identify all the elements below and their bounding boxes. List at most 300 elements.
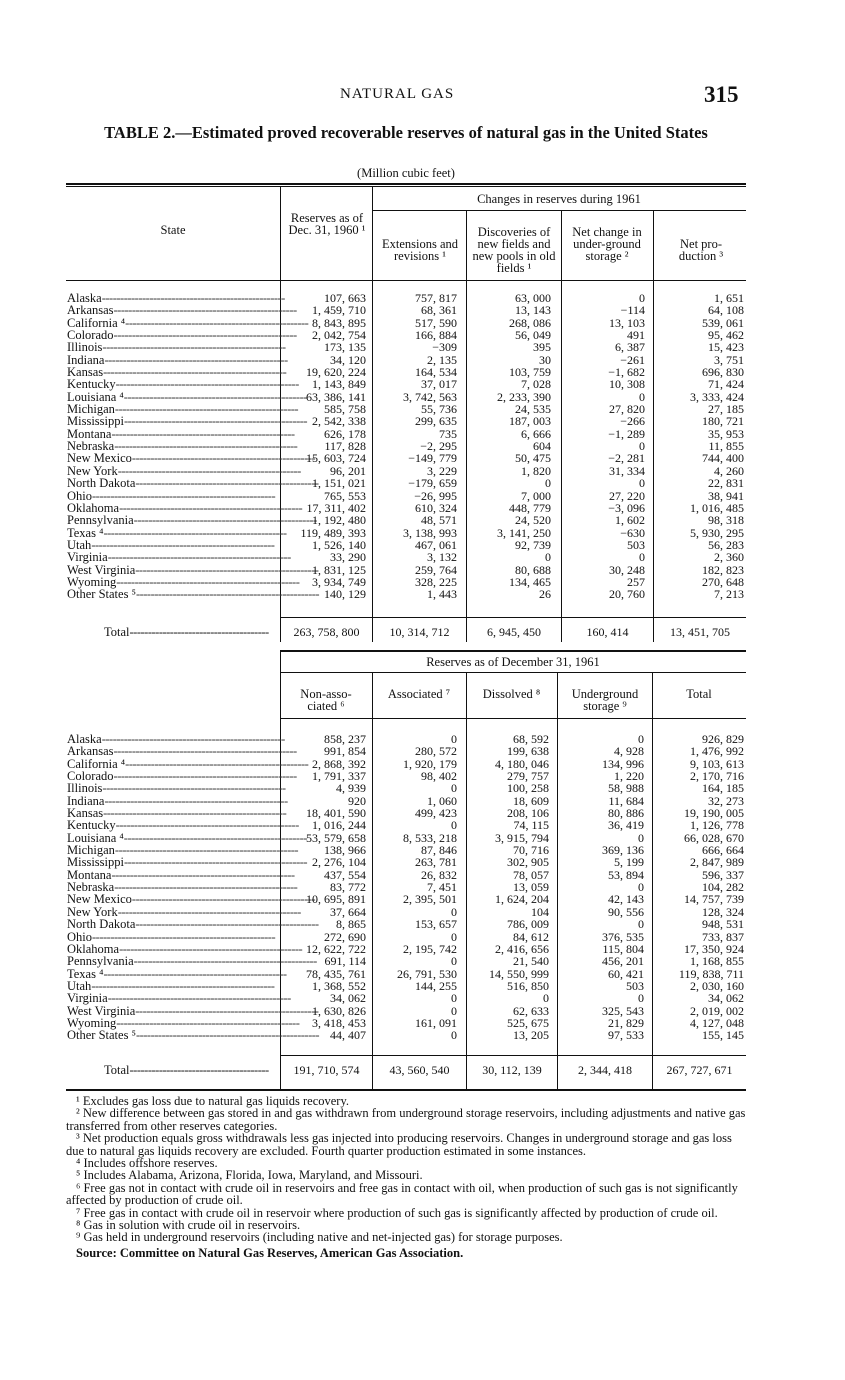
leader-dots: -------------------------------------------------- [102, 781, 286, 796]
table-cell: 920 [348, 793, 366, 808]
table-title: TABLE 2.—Estimated proved recoverable reserves of natural gas in the United States [104, 123, 708, 142]
col-divider [561, 210, 562, 642]
table-cell: 58, 988 [608, 781, 644, 796]
part2-group-rule [280, 672, 746, 673]
leader-dots: -------------------------------------------------- [116, 1015, 300, 1030]
table-cell: 744, 400 [702, 451, 744, 466]
dissolved-column [469, 733, 549, 1042]
table-cell: 1, 526, 140 [312, 537, 366, 552]
table-cell: 1, 151, 021 [312, 476, 366, 491]
table-cell: 499, 423 [415, 806, 457, 821]
table-cell: 456, 201 [602, 954, 644, 969]
state-label: New York [67, 904, 118, 919]
table-cell: 0 [545, 550, 551, 565]
state-label: Colorado [67, 769, 114, 784]
table-cell: 80, 688 [515, 562, 551, 577]
leader-dots: -------------------------------------------------- [91, 537, 275, 552]
table-cell: 4, 939 [336, 781, 366, 796]
part2-header-rule [280, 718, 746, 719]
leader-dots: -------------------------------------------------- [114, 439, 298, 454]
table-cell: 735 [439, 426, 457, 441]
table-cell: 74, 115 [513, 818, 549, 833]
underground-storage-column [560, 733, 644, 1042]
table-cell: 70, 716 [513, 843, 549, 858]
table-cell: 22, 831 [708, 476, 744, 491]
table-cell: 0 [451, 732, 457, 746]
leader-dots: -------------------------------------------------- [113, 769, 297, 784]
leader-dots: -------------------------------------------------- [135, 917, 319, 932]
leader-dots: -------------------------------------------------- [125, 756, 309, 771]
table-cell: 2, 416, 656 [495, 941, 549, 956]
state-label: Nebraska [67, 439, 115, 454]
state-list [67, 732, 320, 1043]
table-cell: 8, 865 [336, 917, 366, 932]
table-cell: 3, 751 [714, 352, 744, 367]
top-rule [66, 183, 746, 185]
table-cell: 155, 145 [702, 1028, 744, 1043]
col-divider [557, 673, 558, 1089]
table-cell: 107, 663 [324, 291, 366, 305]
leader-dots: -------------------------------------------------- [133, 954, 317, 969]
table-cell: 173, 135 [324, 340, 366, 355]
total-discoveries: 6, 945, 450 [487, 625, 541, 639]
table-cell: 1, 016, 485 [690, 500, 744, 515]
total-reserves-1961: 267, 727, 671 [666, 1063, 733, 1077]
table-cell: 66, 028, 670 [684, 830, 744, 845]
table-cell: 691, 114 [324, 954, 366, 969]
part2-top-rule [280, 650, 746, 652]
state-list [67, 291, 320, 602]
state-label: West Virginia [67, 1003, 136, 1018]
table-cell: 610, 324 [415, 500, 457, 515]
table-cell: 62, 633 [513, 1003, 549, 1018]
table-cell: 208, 106 [507, 806, 549, 821]
table-cell: −179, 659 [408, 476, 457, 491]
table-cell: 19, 620, 224 [306, 365, 366, 380]
table-cell: 17, 311, 402 [306, 500, 366, 515]
table-cell: 8, 533, 218 [403, 830, 457, 845]
table-cell: 948, 531 [702, 917, 744, 932]
table-cell: 44, 407 [330, 1028, 366, 1043]
table-cell: 50, 475 [515, 451, 551, 466]
table-cell: 448, 779 [509, 500, 551, 515]
table-cell: 21, 829 [608, 1015, 644, 1030]
col-header-reserves: Reserves as of Dec. 31, 1960 ¹ [288, 211, 366, 237]
state-label: Indiana [67, 793, 105, 808]
leader-dots: -------------------------------------------------- [102, 340, 286, 355]
col-header-total: Total [686, 687, 712, 701]
table-cell: 18, 401, 590 [306, 806, 366, 821]
leader-dots: -------------------------------------------------- [133, 513, 317, 528]
state-label: Texas ⁴ [67, 966, 104, 981]
leader-dots: -------------------------------------------------- [114, 880, 298, 895]
table-cell: 68, 592 [513, 732, 549, 746]
state-label: Illinois [67, 340, 103, 355]
table-cell: 437, 554 [324, 867, 366, 882]
leader-dots: -------------------------------------------------- [107, 550, 291, 565]
table-cell: 0 [451, 1028, 457, 1043]
leader-dots: -------------------------------------------------- [135, 587, 320, 602]
state-name [67, 1028, 320, 1043]
state-label: Montana [67, 867, 112, 882]
state-label: Kansas [67, 806, 104, 821]
table-cell: 1, 602 [615, 513, 645, 528]
table-cell: 140, 129 [324, 587, 366, 602]
table-cell: 98, 402 [421, 769, 457, 784]
table-cell: 20, 760 [609, 587, 645, 602]
table-cell: 257 [627, 574, 645, 589]
table-cell: 71, 424 [708, 377, 744, 392]
leader-dots: -------------------------------------------------- [135, 1003, 319, 1018]
table-cell: 3, 138, 993 [403, 525, 457, 540]
table-cell: 187, 003 [509, 414, 551, 429]
table-cell: 78, 435, 761 [306, 966, 366, 981]
table-cell: 765, 553 [324, 488, 366, 503]
col-header-underground-storage: Underground storage ⁹ [571, 687, 639, 713]
table-cell: −26, 995 [414, 488, 457, 503]
table-cell: 30, 248 [609, 562, 645, 577]
table-cell: 0 [451, 954, 457, 969]
table-cell: 53, 894 [608, 867, 644, 882]
state-label: Alaska [67, 732, 102, 746]
table-cell: 3, 132 [427, 550, 457, 565]
total-rule [280, 617, 746, 618]
leader-dots: -------------------------------------------------- [111, 867, 295, 882]
table-cell: 2, 030, 160 [690, 978, 744, 993]
table-cell: 757, 817 [415, 291, 457, 305]
table-cell: 13, 103 [609, 315, 645, 330]
table-cell: −2, 281 [608, 451, 645, 466]
table-cell: 24, 520 [515, 513, 551, 528]
table-cell: 0 [639, 550, 645, 565]
state-label: Arkansas [67, 744, 114, 759]
state-label: Oklahoma [67, 500, 120, 515]
table-cell: 369, 136 [602, 843, 644, 858]
table-cell: 0 [639, 439, 645, 454]
table-cell: 11, 684 [608, 793, 644, 808]
state-label: Kansas [67, 365, 104, 380]
leader-dots: -------------------------------------------------- [103, 365, 287, 380]
leader-dots: -------------------------------------------------- [104, 793, 288, 808]
table-cell: 19, 190, 005 [684, 806, 744, 821]
table-cell: 80, 886 [608, 806, 644, 821]
bottom-rule [66, 1089, 746, 1091]
table-cell: 1, 630, 826 [312, 1003, 366, 1018]
table-cell: 31, 334 [609, 463, 645, 478]
table-cell: 786, 009 [507, 917, 549, 932]
table-cell: 144, 255 [415, 978, 457, 993]
table-cell: 56, 049 [515, 328, 551, 343]
table-cell: 1, 476, 992 [690, 744, 744, 759]
reserves-column [283, 292, 366, 601]
table-cell: 1, 368, 552 [312, 978, 366, 993]
table-cell: 2, 360 [714, 550, 744, 565]
total-net-production: 13, 451, 705 [670, 625, 730, 639]
col-header-associated: Associated ⁷ [387, 687, 451, 701]
table-cell: 2, 170, 716 [690, 769, 744, 784]
leader-dots: -------------------------------------------------- [125, 315, 309, 330]
total-label: Total-------------------------------------- [104, 1063, 269, 1077]
table-cell: 2, 135 [427, 352, 457, 367]
state-label: Louisiana ⁴ [67, 830, 124, 845]
col-divider [372, 186, 373, 642]
table-cell: 199, 638 [507, 744, 549, 759]
table-cell: 263, 781 [415, 855, 457, 870]
state-label: Louisiana ⁴ [67, 389, 124, 404]
state-label: Ohio [67, 929, 92, 944]
leader-dots: -------------------------------------------------- [103, 806, 287, 821]
table-cell: 13, 143 [515, 303, 551, 318]
col-divider [466, 673, 467, 1089]
table-cell: 26, 791, 530 [397, 966, 457, 981]
table-cell: 48, 571 [421, 513, 457, 528]
state-label: Oklahoma [67, 941, 120, 956]
table-cell: −1, 289 [608, 426, 645, 441]
table-cell: 1, 016, 244 [312, 818, 366, 833]
leader-dots: -------------------------------------------------- [103, 966, 287, 981]
table-cell: 38, 941 [708, 488, 744, 503]
leader-dots: -------------------------------------------------- [119, 500, 303, 515]
table-cell: 1, 126, 778 [690, 818, 744, 833]
state-label: North Dakota [67, 476, 136, 491]
footnote: ² New difference between gas stored in and gas withdrawn from underground storage reservoirs, including adjustments and native gas transferred from other reserves categories. [66, 1106, 746, 1133]
table-cell: 0 [638, 830, 644, 845]
table-cell: 87, 846 [421, 843, 457, 858]
table-cell: 259, 764 [415, 562, 457, 577]
col-header-extensions: Extensions and revisions ¹ [381, 237, 459, 263]
leader-dots: -------------------------------------------------- [123, 855, 308, 870]
table-cell: 1, 920, 179 [403, 756, 457, 771]
table-cell: 0 [451, 929, 457, 944]
table-cell: 26 [539, 587, 551, 602]
state-label: Texas ⁴ [67, 525, 104, 540]
net-production-column [656, 292, 744, 601]
col-divider [466, 210, 467, 642]
table-cell: 2, 019, 002 [690, 1003, 744, 1018]
table-cell: 0 [639, 476, 645, 491]
col-divider [372, 673, 373, 1089]
table-cell: 18, 609 [513, 793, 549, 808]
leader-dots: -------------------------------------------------- [113, 303, 297, 318]
table-cell: 0 [543, 991, 549, 1006]
table-cell: 9, 103, 613 [690, 756, 744, 771]
state-label: Pennsylvania [67, 954, 134, 969]
state-label: Michigan [67, 843, 115, 858]
table-cell: 37, 017 [421, 377, 457, 392]
table-cell: 1, 060 [427, 793, 457, 808]
group-rule [372, 210, 746, 211]
table-cell: 30 [539, 352, 551, 367]
footnotes [66, 1095, 746, 1259]
col-header-dissolved: Dissolved ⁸ [482, 687, 541, 701]
table-cell: 138, 966 [324, 843, 366, 858]
table-cell: 467, 061 [415, 537, 457, 552]
table-cell: 376, 535 [602, 929, 644, 944]
leader-dots: -------------------------------------------------- [114, 843, 299, 858]
state-label: Arkansas [67, 303, 114, 318]
leader-dots: -------------------------------------------------- [117, 463, 301, 478]
table-subtitle: (Million cubic feet) [357, 166, 455, 180]
col-header-discoveries: Discoveries of new fields and new pools in old fields ¹ [472, 225, 556, 275]
table-cell: 180, 721 [702, 414, 744, 429]
table-cell: 104 [531, 904, 549, 919]
state-label: New Mexico [67, 451, 132, 466]
table-cell: 272, 690 [324, 929, 366, 944]
state-label: Mississippi [67, 414, 124, 429]
col-divider [652, 673, 653, 1089]
state-label: Virginia [67, 991, 108, 1006]
table-cell: 0 [451, 991, 457, 1006]
table-cell: 27, 820 [609, 402, 645, 417]
total-non-associated: 191, 710, 574 [293, 1063, 360, 1077]
table-cell: 134, 465 [509, 574, 551, 589]
table-cell: 4, 928 [614, 744, 644, 759]
table-cell: 3, 915, 794 [495, 830, 549, 845]
table-cell: 1, 624, 204 [495, 892, 549, 907]
state-label: Other States ⁵ [67, 587, 136, 602]
footnote: ⁸ Gas in solution with crude oil in reservoirs. [76, 1218, 301, 1233]
leader-dots: -------------------------------------------------- [92, 929, 276, 944]
state-header: State [160, 223, 186, 237]
table-cell: 27, 185 [708, 402, 744, 417]
table-cell: 95, 462 [708, 328, 744, 343]
table-cell: 3, 418, 453 [312, 1015, 366, 1030]
table-cell: −3, 096 [608, 500, 645, 515]
total-net-change: 160, 414 [586, 625, 629, 639]
state-label: Pennsylvania [67, 513, 134, 528]
table-cell: −261 [620, 352, 645, 367]
leader-dots: -------------------------------------------------- [115, 377, 299, 392]
table-cell: 0 [545, 476, 551, 491]
table-cell: 0 [451, 781, 457, 796]
state-label: Utah [67, 537, 92, 552]
table-cell: 2, 868, 392 [312, 756, 366, 771]
table-cell: 115, 804 [602, 941, 644, 956]
state-label: Wyoming [67, 574, 117, 589]
table-cell: 2, 276, 104 [312, 855, 366, 870]
net-change-column [564, 292, 645, 601]
associated-column [375, 733, 457, 1042]
col-header-non-associated: Non-asso-ciated ⁶ [300, 687, 352, 713]
table-cell: 7, 451 [427, 880, 457, 895]
footnote: ³ Net production equals gross withdrawals less gas injected into producing reservoirs. Changes in underground storage and gas loss due to natural gas liquids recovery are excluded. Fourth quarter production estimated in some instances. [66, 1131, 732, 1158]
table-cell: −630 [620, 525, 645, 540]
table-cell: 0 [638, 991, 644, 1006]
table-cell: 119, 489, 393 [300, 525, 366, 540]
table-cell: 60, 421 [608, 966, 644, 981]
leader-dots: -------------------------------------------------- [113, 328, 297, 343]
table-cell: 68, 361 [421, 303, 457, 318]
table-cell: 516, 850 [507, 978, 549, 993]
leader-dots: -------------------------------------------------- [119, 941, 303, 956]
table-cell: 1, 820 [521, 463, 551, 478]
leader-dots: -------------------------------------------------- [91, 978, 275, 993]
table-cell: 539, 061 [702, 315, 744, 330]
table-cell: −2, 295 [420, 439, 457, 454]
table-cell: 858, 237 [324, 732, 366, 746]
table-cell: 1, 443 [427, 587, 457, 602]
table-cell: 280, 572 [415, 744, 457, 759]
table-cell: 4, 180, 046 [495, 756, 549, 771]
table-cell: 3, 742, 563 [403, 389, 457, 404]
table-cell: 3, 934, 749 [312, 574, 366, 589]
total-extensions: 10, 314, 712 [389, 625, 450, 639]
table-cell: 34, 062 [708, 991, 744, 1006]
table-cell: 26, 832 [421, 867, 457, 882]
table-cell: 53, 579, 658 [306, 830, 366, 845]
state-label: New Mexico [67, 892, 132, 907]
state-label: Other States ⁵ [67, 1028, 136, 1043]
table-cell: 604 [533, 439, 551, 454]
table-cell: 55, 736 [421, 402, 457, 417]
table-cell: 63, 386, 141 [306, 389, 366, 404]
table-cell: 14, 757, 739 [684, 892, 744, 907]
table-cell: 1, 168, 855 [690, 954, 744, 969]
leader-dots: -------------------------------------------------- [117, 904, 301, 919]
running-head [0, 84, 845, 108]
leader-dots: -------------------------------------------------- [103, 525, 287, 540]
leader-dots: -------------------------------------------------- [107, 991, 291, 1006]
leader-dots: -------------------------------------------------- [92, 488, 276, 503]
table-cell: 21, 540 [513, 954, 549, 969]
leader-dots: -------------------------------------------------- [123, 830, 307, 845]
table-cell: 27, 220 [609, 488, 645, 503]
table-cell: 926, 829 [702, 732, 744, 746]
non-associated-column [283, 733, 366, 1042]
table-cell: 5, 199 [614, 855, 644, 870]
leader-dots: -------------------------------------------------- [101, 291, 285, 305]
table-cell: 7, 213 [714, 587, 744, 602]
table-cell: 0 [639, 291, 645, 305]
table-cell: 15, 603, 724 [306, 451, 366, 466]
table-cell: 166, 884 [415, 328, 457, 343]
state-label: California ⁴ [67, 315, 126, 330]
table-cell: 525, 675 [507, 1015, 549, 1030]
table-cell: 491 [627, 328, 645, 343]
leader-dots: -------------------------------------------------- [113, 744, 297, 759]
table-cell: 32, 273 [708, 793, 744, 808]
total-associated: 43, 560, 540 [389, 1063, 450, 1077]
footnote: ¹ Excludes gas loss due to natural gas liquids recovery. [76, 1094, 350, 1108]
table-cell: 12, 622, 722 [306, 941, 366, 956]
running-title: NATURAL GAS [340, 86, 455, 102]
state-label: Illinois [67, 781, 103, 796]
state-label: Wyoming [67, 1015, 117, 1030]
table-cell: 585, 758 [324, 402, 366, 417]
table-cell: 7, 028 [521, 377, 551, 392]
leader-dots: -------------------------------------------------- [123, 389, 307, 404]
state-label: Indiana [67, 352, 105, 367]
total-column [655, 733, 744, 1042]
table-cell: 13, 205 [513, 1028, 549, 1043]
state-label: Colorado [67, 328, 114, 343]
table-cell: −1, 682 [608, 365, 645, 380]
state-label: Kentucky [67, 377, 116, 392]
table-cell: 10, 695, 891 [306, 892, 366, 907]
table-cell: 3, 141, 250 [497, 525, 551, 540]
leader-dots: -------------------------------------------------- [116, 574, 300, 589]
state-label: Ohio [67, 488, 92, 503]
table-cell: 1, 459, 710 [312, 303, 366, 318]
table-cell: 395 [533, 340, 551, 355]
table-cell: 302, 905 [507, 855, 549, 870]
table-cell: 1, 831, 125 [312, 562, 366, 577]
table-cell: 666, 664 [702, 843, 744, 858]
table-cell: 0 [638, 917, 644, 932]
table-cell: 1, 220 [614, 769, 644, 784]
table-cell: 517, 590 [415, 315, 457, 330]
table-cell: −266 [620, 414, 645, 429]
